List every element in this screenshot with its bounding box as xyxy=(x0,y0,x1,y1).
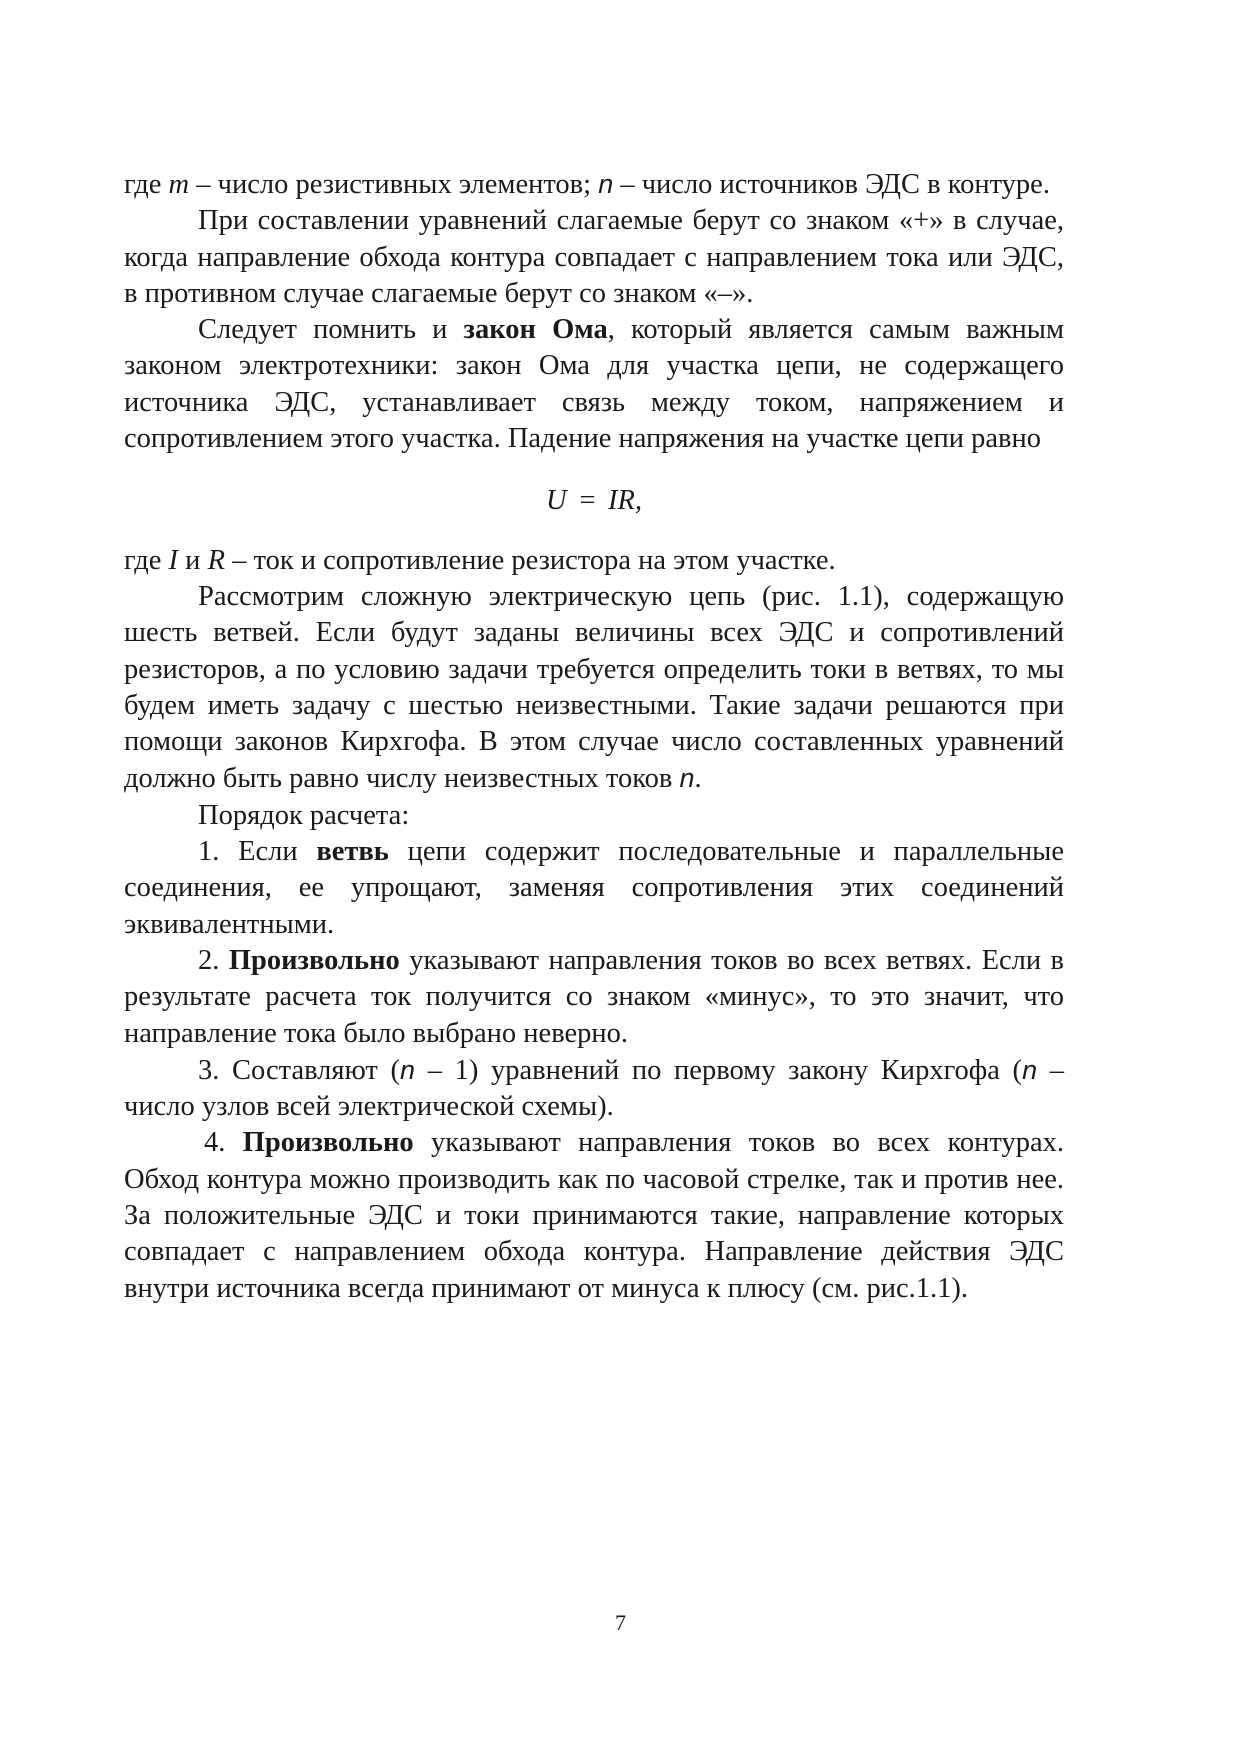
paragraph-definition-m-n xyxy=(124,166,1064,203)
variable-r: R xyxy=(207,544,225,576)
page-number: 7 xyxy=(615,1610,626,1635)
variable-n: n xyxy=(598,169,614,199)
text-run: – число резистивных элементов; xyxy=(189,169,599,200)
text-run: – ток и сопротивление резистора на этом участке. xyxy=(224,544,836,576)
variable-m: m xyxy=(168,169,190,200)
bold-term-arbitrarily: Произвольно xyxy=(228,944,400,976)
text-run: Рассмотрим сложную электрическую цепь (рис. 1.1), содержащую шесть ветвей. Если будут заданы величины всех ЭДС и сопротивлений резисторов, а по условию задачи требуется определить токи в ветвях, то мы будем иметь задачу с шестью неизвестными. Такие задачи решаются при помощи законов Кирхгофа. В этом случае число составленных уравнений должно быть равно числу неизвестных токов xyxy=(124,580,1064,795)
variable-n: n xyxy=(400,1054,416,1085)
text-run: где xyxy=(124,544,169,576)
text-run: – число узлов всей электрической схемы). xyxy=(124,1054,1064,1123)
body-text xyxy=(124,166,1064,1307)
variable-n: n xyxy=(679,763,695,794)
paragraph-ohm-law xyxy=(124,312,1064,457)
paragraph-procedure-heading: Порядок расчета: xyxy=(198,799,410,831)
list-item-3 xyxy=(124,1052,1064,1126)
bold-term-arbitrarily: Произвольно xyxy=(242,1127,414,1159)
variable-n: n xyxy=(1022,1054,1038,1085)
text-run: 1. Если xyxy=(198,836,317,868)
text-run: 2. xyxy=(198,944,229,976)
list-item-4 xyxy=(124,1125,1064,1306)
text-run: указывают направления токов во всех ветвях. Если в результате расчета ток получится со знаком «минус», то это значит, что направление тока было выбрано неверно. xyxy=(124,944,1064,1049)
list-item-1 xyxy=(124,834,1064,943)
variable-i: I xyxy=(168,544,179,576)
text-run: 4. xyxy=(204,1127,243,1159)
text-run: где xyxy=(124,169,169,200)
text-run: цепи содержит последовательные и параллельные соединения, ее упрощают, заменяя сопротивления этих соединений эквивалентными. xyxy=(124,836,1064,940)
text-run: указывают направления токов во всех контурах. Обход контура можно производить как по часовой стрелке, так и против нее. За положительные ЭДС и токи принимаются такие, направление которых совпадает с направлением обхода контура. Направление действия ЭДС внутри источника всегда принимают от минуса к плюсу (см. рис.1.1). xyxy=(124,1127,1064,1304)
bold-term-ohm-law: закон Ома xyxy=(463,314,608,346)
text-run: и xyxy=(178,544,208,576)
text-run: 3. Составляют ( xyxy=(198,1054,401,1086)
text-run: . xyxy=(694,763,702,795)
paragraph-complex-circuit xyxy=(124,579,1064,798)
text-run: Следует помнить и xyxy=(198,314,464,346)
list-item-2 xyxy=(124,943,1064,1052)
paragraph-sign-rule: При составлении уравнений слагаемые берут со знаком «+» в случае, когда направление обхода контура совпадает с направлением тока или ЭДС, в противном случае слагаемые берут со знаком «–». xyxy=(124,205,1064,309)
text-run: – 1) уравнений по первому закону Кирхгофа ( xyxy=(415,1054,1023,1086)
paragraph-definition-i-r xyxy=(124,543,1064,579)
text-run: – число источников ЭДС в контуре. xyxy=(613,169,1050,200)
text-run: , который является самым важным законом электротехники: закон Ома для участка цепи, не содержащего источника ЭДС, устанавливает связь между током, напряжением и сопротивлением этого участка. Падение напряжения на участке цепи равно xyxy=(124,314,1064,455)
formula-ohm: U = IR, xyxy=(545,485,643,517)
bold-term-branch: ветвь xyxy=(316,836,389,868)
